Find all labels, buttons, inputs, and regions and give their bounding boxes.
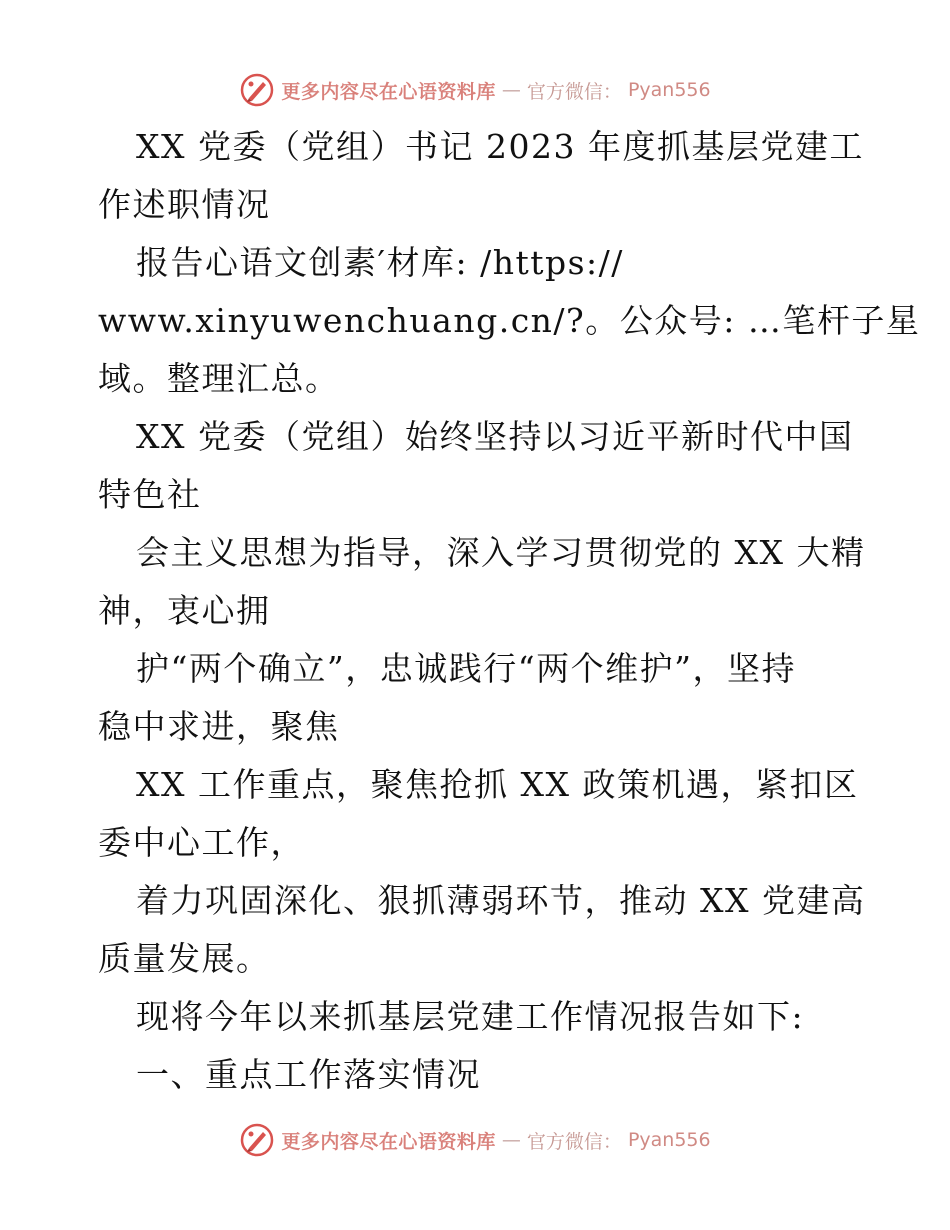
document-line: 域。整理汇总。: [98, 359, 340, 398]
pen-logo-icon: [239, 72, 275, 108]
document-body: [98, 118, 921, 1104]
document-line: 稳中求进，聚焦: [98, 707, 340, 746]
watermark-brand-text: 更多内容尽在心语资料库: [281, 80, 496, 103]
document-line: 报告心语文创素′材库: /https://: [136, 243, 624, 282]
watermark-contact-id: Pyan556: [627, 1129, 711, 1151]
document-line: 一、重点工作落实情况: [136, 1055, 481, 1094]
document-line: XX 党委（党组）始终坚持以习近平新时代中国: [136, 417, 854, 456]
watermark-footer: [0, 1120, 950, 1160]
document-line: 质量发展。: [98, 939, 271, 978]
document-line: 现将今年以来抓基层党建工作情况报告如下:: [136, 997, 805, 1036]
document-line: 着力巩固深化、狠抓薄弱环节，推动 XX 党建高: [136, 881, 866, 920]
watermark-header: [0, 70, 950, 110]
document-line: XX 工作重点，聚焦抢抓 XX 政策机遇，紧扣区: [136, 765, 859, 804]
document-line: 委中心工作，: [98, 823, 305, 862]
watermark-dash: —: [501, 1129, 521, 1151]
watermark-contact-label: 官方微信：: [526, 1130, 622, 1153]
document-line: 特色社: [98, 475, 202, 514]
document-line: 护“两个确立”，忠诚践行“两个维护”，坚持: [136, 649, 796, 688]
document-line: 神，衷心拥: [98, 591, 271, 630]
watermark-contact-id: Pyan556: [627, 79, 711, 101]
pen-logo-icon: [239, 1122, 275, 1158]
watermark-contact-label: 官方微信：: [526, 80, 622, 103]
watermark-dash: —: [501, 79, 521, 101]
document-line: XX 党委（党组）书记 2023 年度抓基层党建工: [136, 127, 864, 166]
document-line: www.xinyuwenchuang.cn/?。公众号: …笔杆子星: [98, 301, 921, 340]
document-line: 作述职情况: [98, 185, 271, 224]
watermark-brand-text: 更多内容尽在心语资料库: [281, 1130, 496, 1153]
document-line: 会主义思想为指导，深入学习贯彻党的 XX 大精: [136, 533, 866, 572]
